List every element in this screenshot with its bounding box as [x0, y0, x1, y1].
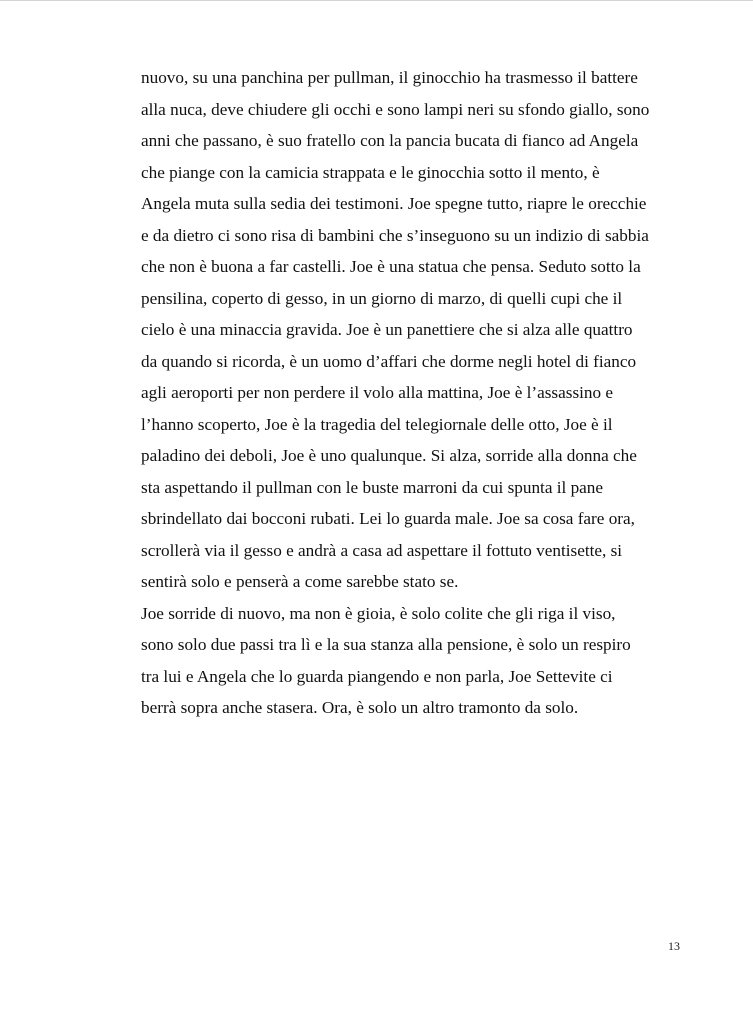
text-line: Angela muta sulla sedia dei testimoni. Joe spegne tutto, riapre le orecchie	[141, 194, 647, 213]
text-line: tra lui e Angela che lo guarda piangendo e non parla, Joe Settevite ci	[141, 666, 613, 686]
text-line: paladino dei deboli, Joe è uno qualunque. Si alza, sorride alla donna che	[141, 446, 637, 465]
page-top-border	[0, 0, 753, 1]
text-line: cielo è una minaccia gravida. Joe è un panettiere che si alza alle quattro	[141, 320, 633, 339]
text-line: che piange con la camicia strappata e le ginocchia sotto il mento, è	[141, 162, 600, 182]
text-line: da quando si ricorda, è un uomo d’affari che dorme negli hotel di fianco	[141, 351, 637, 371]
text-line: nuovo, su una panchina per pullman, il ginocchio ha trasmesso il battere	[141, 68, 638, 87]
text-line: anni che passano, è suo fratello con la pancia bucata di fianco ad Angela	[141, 131, 639, 150]
page-number: 13	[668, 939, 680, 953]
text-line: sono solo due passi tra lì e la sua stanza alla pensione, è solo un respiro	[141, 635, 631, 654]
text-line: scrollerà via il gesso e andrà a casa ad aspettare il fottuto ventisette, si	[141, 540, 623, 560]
text-line: che non è buona a far castelli. Joe è una statua che pensa. Seduto sotto la	[141, 257, 641, 276]
text-line: pensilina, coperto di gesso, in un giorno di marzo, di quelli cupi che il	[141, 288, 623, 308]
paragraph-1	[141, 62, 701, 598]
text-line: sbrindellato dai bocconi rubati. Lei lo guarda male. Joe sa cosa fare ora,	[141, 509, 635, 528]
text-line: alla nuca, deve chiudere gli occhi e sono lampi neri su sfondo giallo, sono	[141, 99, 650, 119]
text-line: berrà sopra anche stasera. Ora, è solo un altro tramonto da solo.	[141, 698, 579, 717]
paragraph-2	[141, 598, 701, 724]
text-line: Joe sorride di nuovo, ma non è gioia, è solo colite che gli riga il viso,	[141, 603, 616, 623]
text-line: sta aspettando il pullman con le buste marroni da cui spunta il pane	[141, 477, 604, 497]
text-line: sentirà solo e penserà a come sarebbe stato se.	[141, 572, 459, 591]
text-line: e da dietro ci sono risa di bambini che s’inseguono su un indizio di sabbia	[141, 225, 649, 245]
page-body-text	[141, 62, 701, 724]
text-line: agli aeroporti per non perdere il volo alla mattina, Joe è l’assassino e	[141, 383, 614, 402]
text-line: l’hanno scoperto, Joe è la tragedia del telegiornale delle otto, Joe è il	[141, 414, 613, 434]
